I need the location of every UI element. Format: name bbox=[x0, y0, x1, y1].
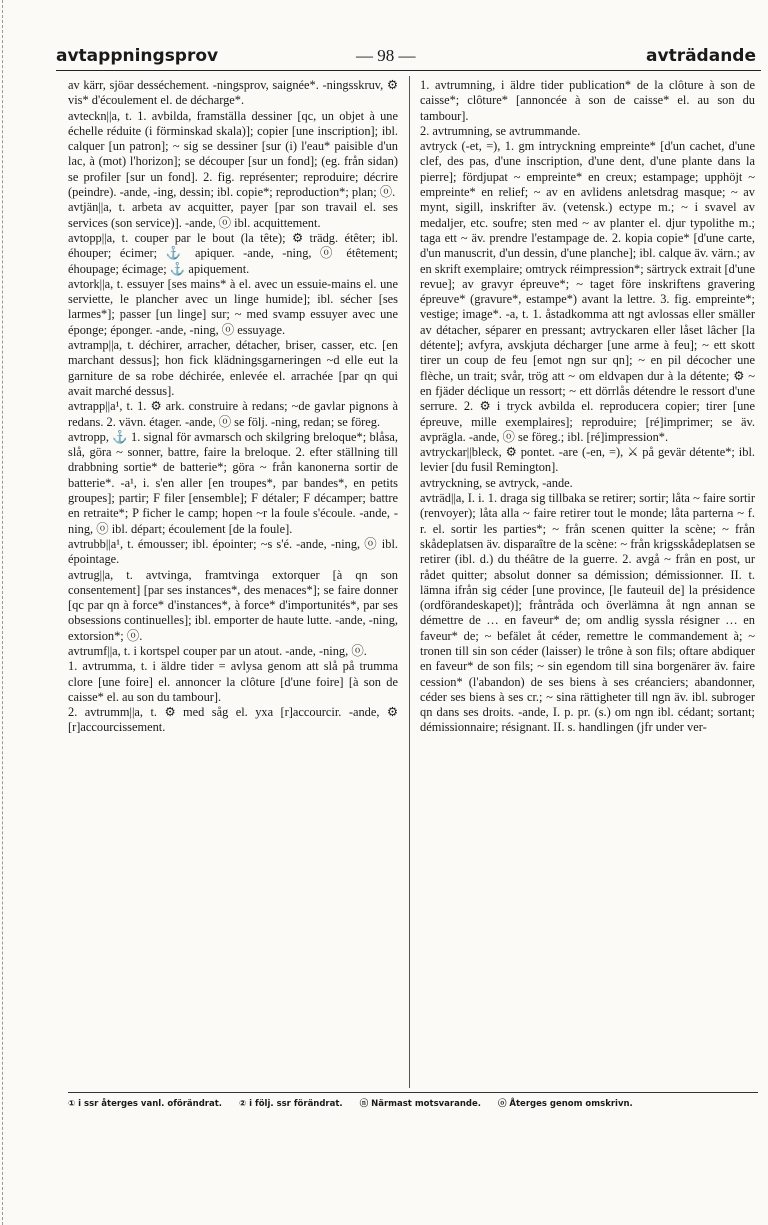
column-divider bbox=[409, 76, 410, 1088]
entry: av kärr, sjöar desséchement. -ningsprov, saignée*. -ningsskruv, ⚙ vis* d'écoulement el. de décharge*. bbox=[68, 78, 398, 108]
entry: avtjän||a, t. arbeta av acquitter, payer [par son travail el. ses services (son service)]. -ande, ⓞ ibl. acquittement. bbox=[68, 200, 398, 230]
entry: avtrapp||a¹, t. 1. ⚙ ark. construire à redans; ~de gavlar pignons à redans. 2. vävn. étager. -ande, ⓞ se följ. -ning, redan; se föreg. bbox=[68, 399, 398, 429]
entry: avtryckar||bleck, ⚙ pontet. -are (-en, =), ⚔ på gevär détente*; ibl. levier [du fusil Remington]. bbox=[420, 445, 755, 475]
scan-margin bbox=[2, 0, 3, 1225]
legend-item: ② i följ. ssr förändrat. bbox=[238, 1099, 343, 1109]
legend-item: ① i ssr återges vanl. oförändrat. bbox=[68, 1099, 223, 1109]
page-header bbox=[56, 40, 756, 74]
entry: 1. avtrumma, t. i äldre tider = avlysa genom att slå på trumma clore [une foire] el. annoncer la clôture [d'une foire] [à son de caisse* el. au son du tambour]. bbox=[68, 659, 398, 704]
page-number: — 98 — bbox=[356, 46, 416, 65]
entry: 2. avtrumm||a, t. ⚙ med såg el. yxa [r]accourcir. -ande, ⚙ [r]accourcissement. bbox=[68, 705, 398, 735]
header-left-guideword: avtappningsprov bbox=[56, 46, 219, 66]
entry: 2. avtrumning, se avtrummande. bbox=[420, 123, 581, 138]
footer-rule bbox=[68, 1092, 758, 1093]
entry: 1. avtrumning, i äldre tider publication* de la clôture à son de caisse*; clôture* [annoncée à son de caisse* el. au son du tambour]. bbox=[420, 78, 755, 123]
symbol-legend bbox=[68, 1097, 768, 1109]
legend-item: ⓝ Närmast motsvarande. bbox=[359, 1099, 481, 1109]
left-column bbox=[68, 78, 398, 736]
entry: avtramp||a, t. déchirer, arracher, détacher, briser, casser, etc. [en marchant dessus]; hon fick klädningsgarneringen ~d elle eut la garniture de sa robe déchirée, enlevée el. arrachée [par qn qui avait marché dessus]. bbox=[68, 338, 398, 398]
entry: avtrug||a, t. avtvinga, framtvinga extorquer [à qn son consentement] [par ses instances*, des menaces*]; se faire donner [qc par qn à force* d'instances*, à force* d'importunités*, par ses obsessions continuelles]; ibl. emporter de haute lutte. -ande, -ning, extorsion*; ⓞ. bbox=[68, 567, 398, 643]
header-right-guideword: avträdande bbox=[646, 46, 756, 66]
entry: avtrubb||a¹, t. émousser; ibl. épointer; ~s s'é. -ande, -ning, ⓞ ibl. épointage. bbox=[68, 536, 398, 567]
right-column bbox=[420, 78, 755, 736]
header-rule bbox=[56, 70, 761, 71]
entry: avträd||a, I. i. 1. draga sig tillbaka se retirer; sortir; låta ~ faire sortir (renvoyer); låta alla ~ faire retirer tout le monde; låta parterna ~ f. r. el. sortir les parties*; ~ från scenen quitter la scène; ~ från skådeplatsen äv. disparaître de la scène: ~ från krigsskådeplatsen se retirer (ibl. d.) du théâtre de la guerre. 2. avgå ~ från en post, ur rådet quitter; absolut donner sa démission; démissionner. II. t. lämna ifrån sig céder [une province, [le fauteuil de] la présidence (ordförandeskapet)]; fråntråda och överlämna åt ngn annan se démettre de … en faveur* de; om andlig syssla résigner … en faveur* de; ~ befälet åt céder, remettre le commandement à; ~ tronen till sin son céder (laisser) le trône à son fils; oftare abdiquer en faveur* de son fils; ~ sin egendom till sina borgenärer äv. faire cession* (l'abandon) de ses biens à ses créanciers; abandonner, céder ses biens à ses cr.; ~ sina rättigheter till ngn äv. ibl. subroger qn dans ses droits. -ande, I. p. pr. (s.) om ngn ibl. cédant; sortant; démissionnaire; résignant. II. s. handlingen (jfr under ver- bbox=[420, 491, 755, 735]
entry: avtryckning, se avtryck, -ande. bbox=[420, 475, 573, 490]
entry: avtrumf||a, t. i kortspel couper par un atout. -ande, -ning, ⓞ. bbox=[68, 643, 367, 658]
entry: avteckn||a, t. 1. avbilda, framställa dessiner [qc, un objet à une échelle réduite (i förminskad skala)]; copier [une inscription]; ibl. calquer [un patron]; ~ sig se dessiner [sur (i) l'eau* paisible d'un lac, à (mot) l'horizon]; se découper [sur un fond]; (eg. från sidan) se profiler [sur un fond]. 2. fig. représenter; reproduire; décrire (peindre). -ande, -ing, dessin; ibl. copie*; reproduction*; plan; ⓞ. bbox=[68, 108, 398, 200]
entry: avtopp||a, t. couper par le bout (la tête); ⚙ trädg. étêter; ibl. éhouper; écimer; ⚓ apiquer. -ande, -ning, ⓞ étêtement; éhoupage; écimage; ⚓ apiquement. bbox=[68, 230, 398, 276]
dictionary-page bbox=[40, 40, 760, 1190]
legend-item: ⓞ Återges genom omskrivn. bbox=[497, 1099, 633, 1109]
entry: avtork||a, t. essuyer [ses mains* à el. avec un essuie-mains el. une serviette, le plancher avec un linge humide]; ibl. sécher [ses larmes*]; passer [un linge] sur; ~ med svamp essuyer avec une éponge; éponger. -ande, -ning, ⓞ essuyage. bbox=[68, 276, 398, 337]
entry: avtropp, ⚓ 1. signal för avmarsch och skilgring breloque*; blåsa, slå, göra ~ sonner, battre, faire la breloque. 2. efter ställning till drabbning sortie* de batterie*; göra ~ från kanonerna sortir de batterie*. -a¹, i. s'en aller [en troupes*, par bandes*, en petits groupes]; partir; F filer [ensemble]; F détaler; F décamper; battre en retraite*; P ficher le camp; hopen ~r la foule s'écoule. -ande, -ning, ⓞ ibl. départ; écoulement [de la foule]. bbox=[68, 429, 398, 536]
entry: avtryck (-et, =), 1. gm intryckning empreinte* [d'un cachet, d'une clef, des pas, d'une inscription, d'une dent, d'une plante dans la pierre]; fördjupat ~ empreinte* en creux; estampage; upphöjt ~ empreinte* en relief; ~ av en avlidens anletsdrag masque; ~ av mynt, sigill, inskrifter äv. (vetensk.) ectype m.; ~ i svavel av medaljer, etc. soufre; sten med ~ av planter el. djur typolithe m.; taga ett ~ äv. prendre l'estampage de. 2. kopia copie* [d'une carte, d'un manuscrit, d'un dessin, d'une planche]; ibl. calque äv. värn.; av en skrift exemplaire; omtryck réimpression*; särtryck extrait [d'une revue]; av gravyr épreuve*; ~ taget före inskriftens gravering épreuve* (gravure*, estampe*) avant la lettre. 3. fig. empreinte*; vestige; image*. -a, t. 1. åstadkomma att ngt avlossas eller smäller av détacher, séparer en pressant; avtryckaren eller låset lâcher [la détente]; avfyra, avskjuta décharger [une arme à feu]; ~ ett skott tirer un coup de feu [emot ngn sur qn]; ~ en pil décocher une flèche, un trait; svår, trög att ~ om eldvapen dur à la détente; ⚙ ~ en fjäder déclique un ressort; ~ ett dörrlås détendre le ressort d'une serrure. 2. ⚙ i tryck avbilda el. reproducera copier; tirer [une épreuve, mille exemplaires]; reproduire; [ré]imprimer; se äv. avprägla. -ande, ⓞ se föreg.; ibl. [ré]impression*. bbox=[420, 139, 755, 444]
